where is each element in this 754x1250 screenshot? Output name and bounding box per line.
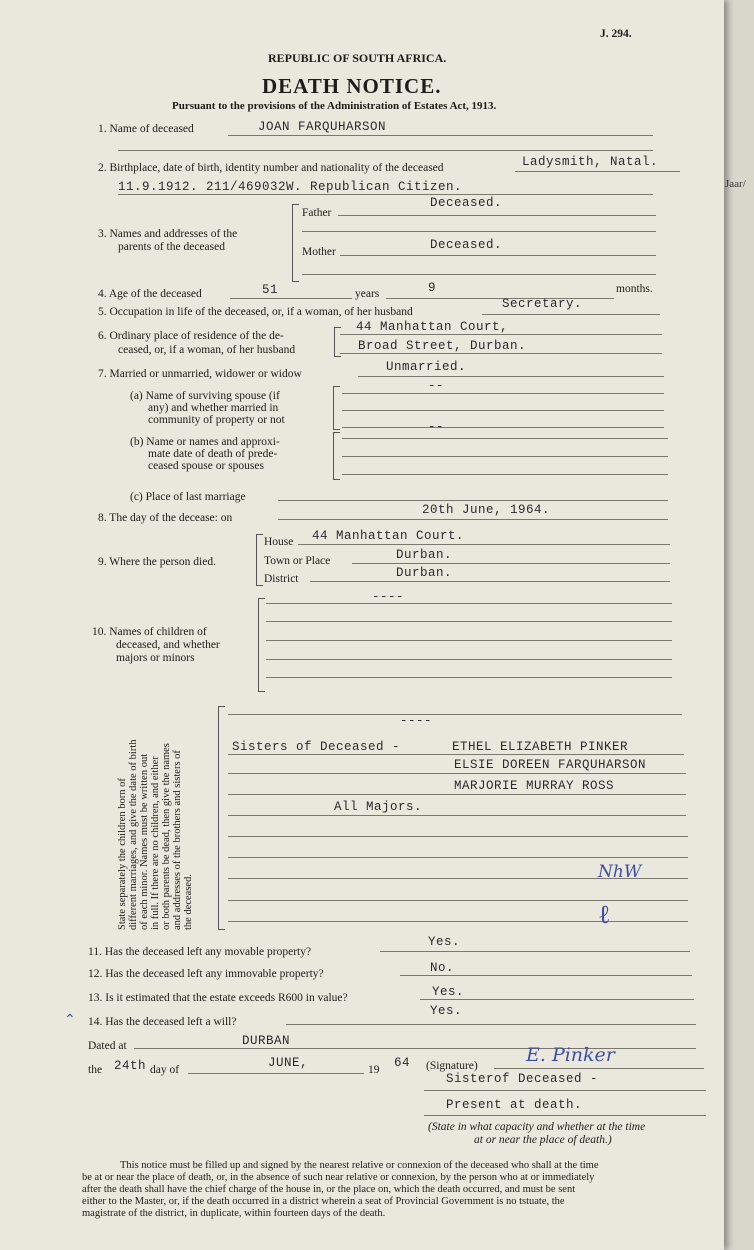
underlying-sheet-text: Jaar/ xyxy=(725,178,746,190)
month-line xyxy=(188,1073,364,1074)
children-value: ---- xyxy=(372,590,405,604)
q3-brace xyxy=(292,204,299,282)
capacity-line-2 xyxy=(424,1115,706,1116)
q7a-label-2: any) and whether married in xyxy=(148,402,279,414)
q1-value: JOAN FARQUHARSON xyxy=(258,120,387,134)
mother-line-2 xyxy=(302,274,656,275)
republic-heading: REPUBLIC OF SOUTH AFRICA. xyxy=(268,51,447,65)
predeceased-spouse-value: -- xyxy=(428,420,445,434)
father-label: Father xyxy=(302,207,332,219)
father-line-2 xyxy=(302,231,656,232)
year-value: 64 xyxy=(394,1056,411,1070)
decease-date-value: 20th June, 1964. xyxy=(422,503,551,517)
q7b-label-1: (b) Name or names and approxi- xyxy=(130,436,280,448)
q11-line xyxy=(380,951,690,952)
q6-label-2: ceased, or, if a woman, of her husband xyxy=(118,344,296,356)
siblings-line-7 xyxy=(228,857,688,858)
q10-line-4 xyxy=(266,659,672,660)
q12-line xyxy=(400,975,692,976)
q11-label: 11. Has the deceased left any movable property? xyxy=(88,946,312,958)
month-value: JUNE, xyxy=(268,1056,309,1070)
q8-label: 8. The day of the decease: on xyxy=(98,512,233,524)
side-note-line-6: and addresses of the brothers and sisters of xyxy=(172,750,183,930)
surviving-spouse-value: -- xyxy=(428,379,445,393)
father-value: Deceased. xyxy=(430,196,503,210)
q11-value: Yes. xyxy=(428,935,461,949)
q9-label: 9. Where the person died. xyxy=(98,556,216,568)
signature: E. Pinker xyxy=(526,1044,615,1066)
page-title: DEATH NOTICE. xyxy=(262,74,442,98)
house-label: House xyxy=(264,536,294,548)
siblings-line-5 xyxy=(228,815,686,816)
q10-line-3 xyxy=(266,640,672,641)
footer-line-1: This notice must be filled up and signed by the nearest relative or connexion of the deceased who shall at the time xyxy=(120,1160,599,1171)
q4-label: 4. Age of the deceased xyxy=(98,288,202,300)
capacity-2: Present at death. xyxy=(446,1098,583,1112)
town-label: Town or Place xyxy=(264,555,331,567)
q10-label-3: majors or minors xyxy=(116,652,195,664)
age-years-line xyxy=(230,298,352,299)
marital-status-line xyxy=(358,376,664,377)
q10-brace xyxy=(258,598,265,692)
q12-label: 12. Has the deceased left any immovable property? xyxy=(88,968,324,980)
side-note-line-5: or both parents be dead, then give the names xyxy=(161,743,172,930)
q7a-line-3 xyxy=(342,427,664,428)
q3-label-1: 3. Names and addresses of the xyxy=(98,228,238,240)
q7a-label-3: community of property or not xyxy=(148,414,285,426)
side-note-line-7: the deceased. xyxy=(183,874,194,930)
siblings-dash: ---- xyxy=(400,714,433,728)
footer-line-2: be at or near the place of death, or, in the absence of such near relative or connexion, by the person who at or immediately xyxy=(82,1172,595,1183)
signature-line xyxy=(494,1068,704,1069)
q10-line-1 xyxy=(266,603,672,604)
q13-value: Yes. xyxy=(432,985,465,999)
father-line xyxy=(338,215,656,216)
q9-brace xyxy=(256,534,263,586)
capacity-1: Sisterof Deceased - xyxy=(446,1072,599,1086)
page-subtitle: Pursuant to the provisions of the Administration of Estates Act, 1913. xyxy=(172,100,497,112)
dated-label: Dated at xyxy=(88,1040,127,1052)
siblings-line-4 xyxy=(228,794,686,795)
q13-line xyxy=(420,999,694,1000)
occupation-value: Secretary. xyxy=(502,297,583,311)
q12-value: No. xyxy=(430,961,455,975)
district-label: District xyxy=(264,573,299,585)
town-line xyxy=(352,563,670,564)
sister-3: MARJORIE MURRAY ROSS xyxy=(454,779,615,793)
siblings-line-2 xyxy=(228,754,684,755)
q2-value-2: 11.9.1912. 211/469032W. Republican Citizen. xyxy=(118,180,463,194)
side-note-brace xyxy=(218,706,225,930)
footer-instructions xyxy=(82,1160,722,1220)
q7b-brace xyxy=(333,432,340,480)
q10-label-1: 10. Names of children of xyxy=(92,626,207,638)
siblings-line-3 xyxy=(228,773,686,774)
mother-label: Mother xyxy=(302,246,336,258)
side-note-line-3: of each minor. Names must be written out xyxy=(139,753,150,930)
residence-value-1: 44 Manhattan Court, xyxy=(356,320,509,334)
occupation-line xyxy=(482,314,660,315)
day-value: 24th xyxy=(114,1059,147,1073)
q7a-label-1: (a) Name of surviving spouse (if xyxy=(130,390,280,402)
q2-label: 2. Birthplace, date of birth, identity number and nationality of the deceased xyxy=(98,162,444,174)
side-note-line-2: different marriages, and give the date of birth xyxy=(128,739,139,930)
tick-mark: ⌃ xyxy=(64,1013,76,1028)
years-label: years xyxy=(355,288,380,300)
q7b-line-3 xyxy=(342,474,668,475)
district-value: Durban. xyxy=(396,566,453,580)
capacity-note-1: (State in what capacity and whether at the time xyxy=(428,1121,646,1133)
year-prefix: 19 xyxy=(368,1064,380,1076)
residence-value-2: Broad Street, Durban. xyxy=(358,339,527,353)
day-of-label: day of xyxy=(150,1064,180,1076)
capacity-note-2: at or near the place of death.) xyxy=(474,1134,612,1146)
q7a-line-2 xyxy=(342,410,664,411)
form-number: J. 294. xyxy=(600,28,632,40)
siblings-line-6 xyxy=(228,836,688,837)
q5-label: 5. Occupation in life of the deceased, or, if a woman, of her husband xyxy=(98,306,413,318)
sisters-label: Sisters of Deceased - xyxy=(232,740,401,754)
q2-line xyxy=(515,171,680,172)
footer-line-4: either to the Master, or, if the death occurred in a district wherein a seat of Provincial Government is no tstuate, the xyxy=(82,1196,565,1207)
q3-label-2: parents of the deceased xyxy=(118,241,225,253)
q10-line-5 xyxy=(266,677,672,678)
q7-label: 7. Married or unmarried, widower or widow xyxy=(98,368,302,380)
q14-label: 14. Has the deceased left a will? xyxy=(88,1016,237,1028)
months-label: months. xyxy=(616,283,653,295)
mother-value: Deceased. xyxy=(430,238,503,252)
decease-date-line xyxy=(278,519,668,520)
house-value: 44 Manhattan Court. xyxy=(312,529,465,543)
q1-line-2 xyxy=(118,150,653,151)
q7b-line-1 xyxy=(342,438,668,439)
last-marriage-line xyxy=(278,500,668,501)
q7a-brace xyxy=(333,386,340,430)
dated-place: DURBAN xyxy=(242,1034,291,1048)
side-note-line-4: in full. If there are no children, and either xyxy=(150,756,161,930)
q1-label: 1. Name of deceased xyxy=(98,123,194,135)
footer-line-5: magistrate of the district, in duplicate, within fourteen days of the death. xyxy=(82,1208,386,1219)
q1-line xyxy=(228,135,653,136)
q14-line xyxy=(286,1024,696,1025)
q7c-label: (c) Place of last marriage xyxy=(130,491,246,503)
initials-mark: ℓ xyxy=(598,900,611,930)
sister-2: ELSIE DOREEN FARQUHARSON xyxy=(454,758,647,772)
mother-line xyxy=(340,255,656,256)
q13-label: 13. Is it estimated that the estate exceeds R600 in value? xyxy=(88,992,348,1004)
age-years-value: 51 xyxy=(262,283,279,297)
q7a-line-1 xyxy=(342,393,664,394)
district-line xyxy=(310,581,670,582)
residence-line-1 xyxy=(340,334,662,335)
footer-line-3: after the death shall have the chief charge of the house in, or the place on, which the death occurred, and must be sent xyxy=(82,1184,576,1195)
sister-1: ETHEL ELIZABETH PINKER xyxy=(452,740,629,754)
siblings-line-1 xyxy=(228,714,682,715)
q7b-line-2 xyxy=(342,456,668,457)
age-months-value: 9 xyxy=(428,281,437,295)
initials: NhW xyxy=(598,862,642,882)
residence-line-2 xyxy=(340,353,662,354)
all-majors: All Majors. xyxy=(334,800,423,814)
capacity-line-1 xyxy=(424,1090,706,1091)
signature-label: (Signature) xyxy=(426,1060,478,1072)
house-line xyxy=(298,544,670,545)
q10-label-2: deceased, and whether xyxy=(116,639,220,651)
q7b-label-3: ceased spouse or spouses xyxy=(148,460,264,472)
q7b-label-2: mate date of death of prede- xyxy=(148,448,278,460)
siblings-line-9 xyxy=(228,900,688,901)
side-note-line-1: State separately the children born of xyxy=(117,778,128,930)
town-value: Durban. xyxy=(396,548,453,562)
q10-line-2 xyxy=(266,621,672,622)
the-label: the xyxy=(88,1064,103,1076)
marital-status-value: Unmarried. xyxy=(386,360,467,374)
q2-value-1: Ladysmith, Natal. xyxy=(522,155,659,169)
q6-label-1: 6. Ordinary place of residence of the de- xyxy=(98,330,284,342)
siblings-line-10 xyxy=(228,921,688,922)
q2-line-2 xyxy=(118,194,653,195)
q14-value: Yes. xyxy=(430,1004,463,1018)
